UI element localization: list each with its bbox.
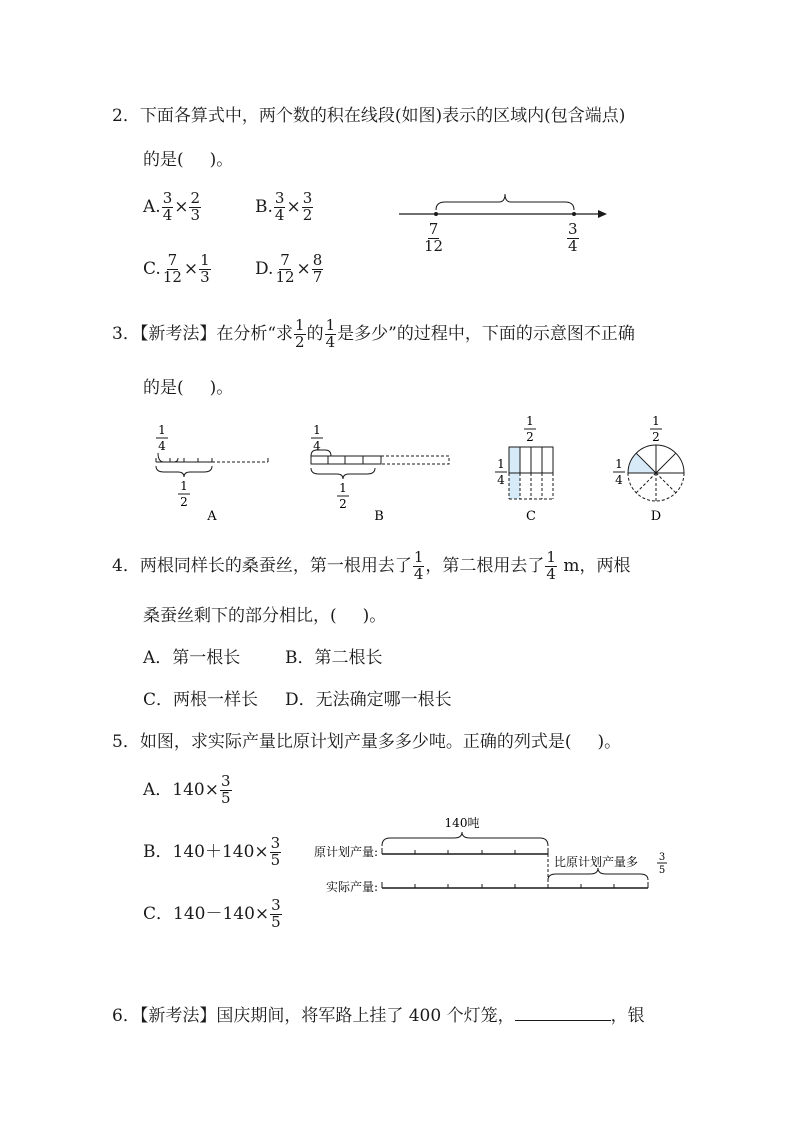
q3-diagram-a xyxy=(150,420,280,530)
q2-stem-line1: 下面各算式中，两个数的积在线段(如图)表示的区域内(包含端点) xyxy=(139,106,626,126)
option-letter: A. xyxy=(143,196,161,217)
q2-stem-post: )。 xyxy=(209,150,234,170)
svg-text:1: 1 xyxy=(180,479,188,493)
q6-line1: 6．【新考法】国庆期间，将军路上挂了 400 个灯笼， ，银 xyxy=(112,1006,645,1026)
q3-diagram-c xyxy=(490,412,570,530)
svg-text:A: A xyxy=(207,509,217,524)
q4-line1: 4．两根同样长的桑蚕丝，第一根用去了 $\frac{1}{4}$ ，第二根用去了 $\frac{1}{4}$ m，两根 xyxy=(112,548,631,583)
q2-option-a[interactable]: A. $\frac{3}{4}$ × $\frac{2}{3}$ xyxy=(143,189,201,224)
arrow-icon xyxy=(598,210,607,218)
q2-option-d[interactable]: D. $\frac{7}{12}$ × $\frac{8}{7}$ xyxy=(255,251,323,286)
svg-text:5: 5 xyxy=(658,865,666,876)
q4-option-a[interactable]: A．第一根长 xyxy=(143,648,241,668)
q2-option-b[interactable]: B. $\frac{3}{4}$ × $\frac{3}{2}$ xyxy=(255,189,313,224)
svg-text:1: 1 xyxy=(313,423,321,437)
q2-right-label: $\frac{3}{4}$ xyxy=(568,220,578,255)
left-endpoint xyxy=(434,212,438,216)
q5-line1: 5．如图，求实际产量比原计划产量多多少吨。正确的列式是( )。 xyxy=(112,732,622,752)
svg-text:3: 3 xyxy=(658,852,666,863)
q3-diagram-b xyxy=(305,420,455,530)
svg-text:B: B xyxy=(374,509,384,524)
right-endpoint xyxy=(572,212,576,216)
svg-text:1: 1 xyxy=(497,457,505,471)
q5-option-c[interactable]: C．140－140× $\frac{3}{5}$ xyxy=(143,896,281,931)
brace xyxy=(436,194,574,210)
q5-segment-diagram xyxy=(290,812,680,896)
q4-option-b[interactable]: B．第二根长 xyxy=(285,648,383,668)
svg-text:4: 4 xyxy=(158,439,166,453)
q2-line2 xyxy=(143,152,233,169)
q2-stem-pre: 的是( xyxy=(143,150,184,170)
svg-text:D: D xyxy=(650,509,662,524)
svg-text:原计划产量:: 原计划产量: xyxy=(313,845,378,859)
svg-text:2: 2 xyxy=(526,430,534,444)
q5-option-b[interactable]: B．140＋140× $\frac{3}{5}$ xyxy=(143,834,281,869)
q2-number: 2． xyxy=(112,106,140,126)
svg-text:比原计划产量多: 比原计划产量多 xyxy=(554,855,639,869)
q3-line1: 3．【新考法】在分析“求 $\frac{1}{2}$ 的 $\frac{1}{4}$ 是多少”的过程中，下面的示意图不正确 xyxy=(112,316,635,351)
svg-text:1: 1 xyxy=(339,481,347,495)
svg-text:2: 2 xyxy=(339,497,347,511)
svg-text:1: 1 xyxy=(652,414,660,428)
svg-text:4: 4 xyxy=(615,473,623,487)
svg-text:2: 2 xyxy=(180,495,188,509)
q3-diagram-d xyxy=(610,412,700,530)
svg-text:140吨: 140吨 xyxy=(444,816,480,830)
svg-text:1: 1 xyxy=(158,423,166,437)
q5-option-a[interactable]: A．140× $\frac{3}{5}$ xyxy=(143,772,231,807)
svg-text:C: C xyxy=(526,509,536,524)
q6-fill-blank[interactable] xyxy=(515,1004,611,1021)
svg-text:4: 4 xyxy=(313,439,321,453)
svg-text:1: 1 xyxy=(615,457,623,471)
svg-text:1: 1 xyxy=(526,414,534,428)
new-method-tag: 【新考法】 xyxy=(139,323,217,344)
q2-line1 xyxy=(112,108,625,125)
option-letter: C. xyxy=(143,258,161,279)
q4-option-d[interactable]: D．无法确定哪一根长 xyxy=(285,690,452,710)
q2-left-label: $\frac{7}{12}$ xyxy=(424,220,444,255)
q2-option-c[interactable]: C. $\frac{7}{12}$ × $\frac{1}{3}$ xyxy=(143,251,210,286)
svg-text:4: 4 xyxy=(497,473,505,487)
q4-option-c[interactable]: C．两根一样长 xyxy=(143,690,259,710)
svg-text:实际产量:: 实际产量: xyxy=(325,880,378,894)
q3-line2: 的是( )。 xyxy=(143,378,234,398)
option-letter: D. xyxy=(255,258,274,279)
svg-text:2: 2 xyxy=(652,430,660,444)
option-letter: B. xyxy=(255,196,273,217)
q4-line2: 桑蚕丝剩下的部分相比，( )。 xyxy=(143,606,387,626)
new-method-tag: 【新考法】 xyxy=(139,1006,217,1026)
